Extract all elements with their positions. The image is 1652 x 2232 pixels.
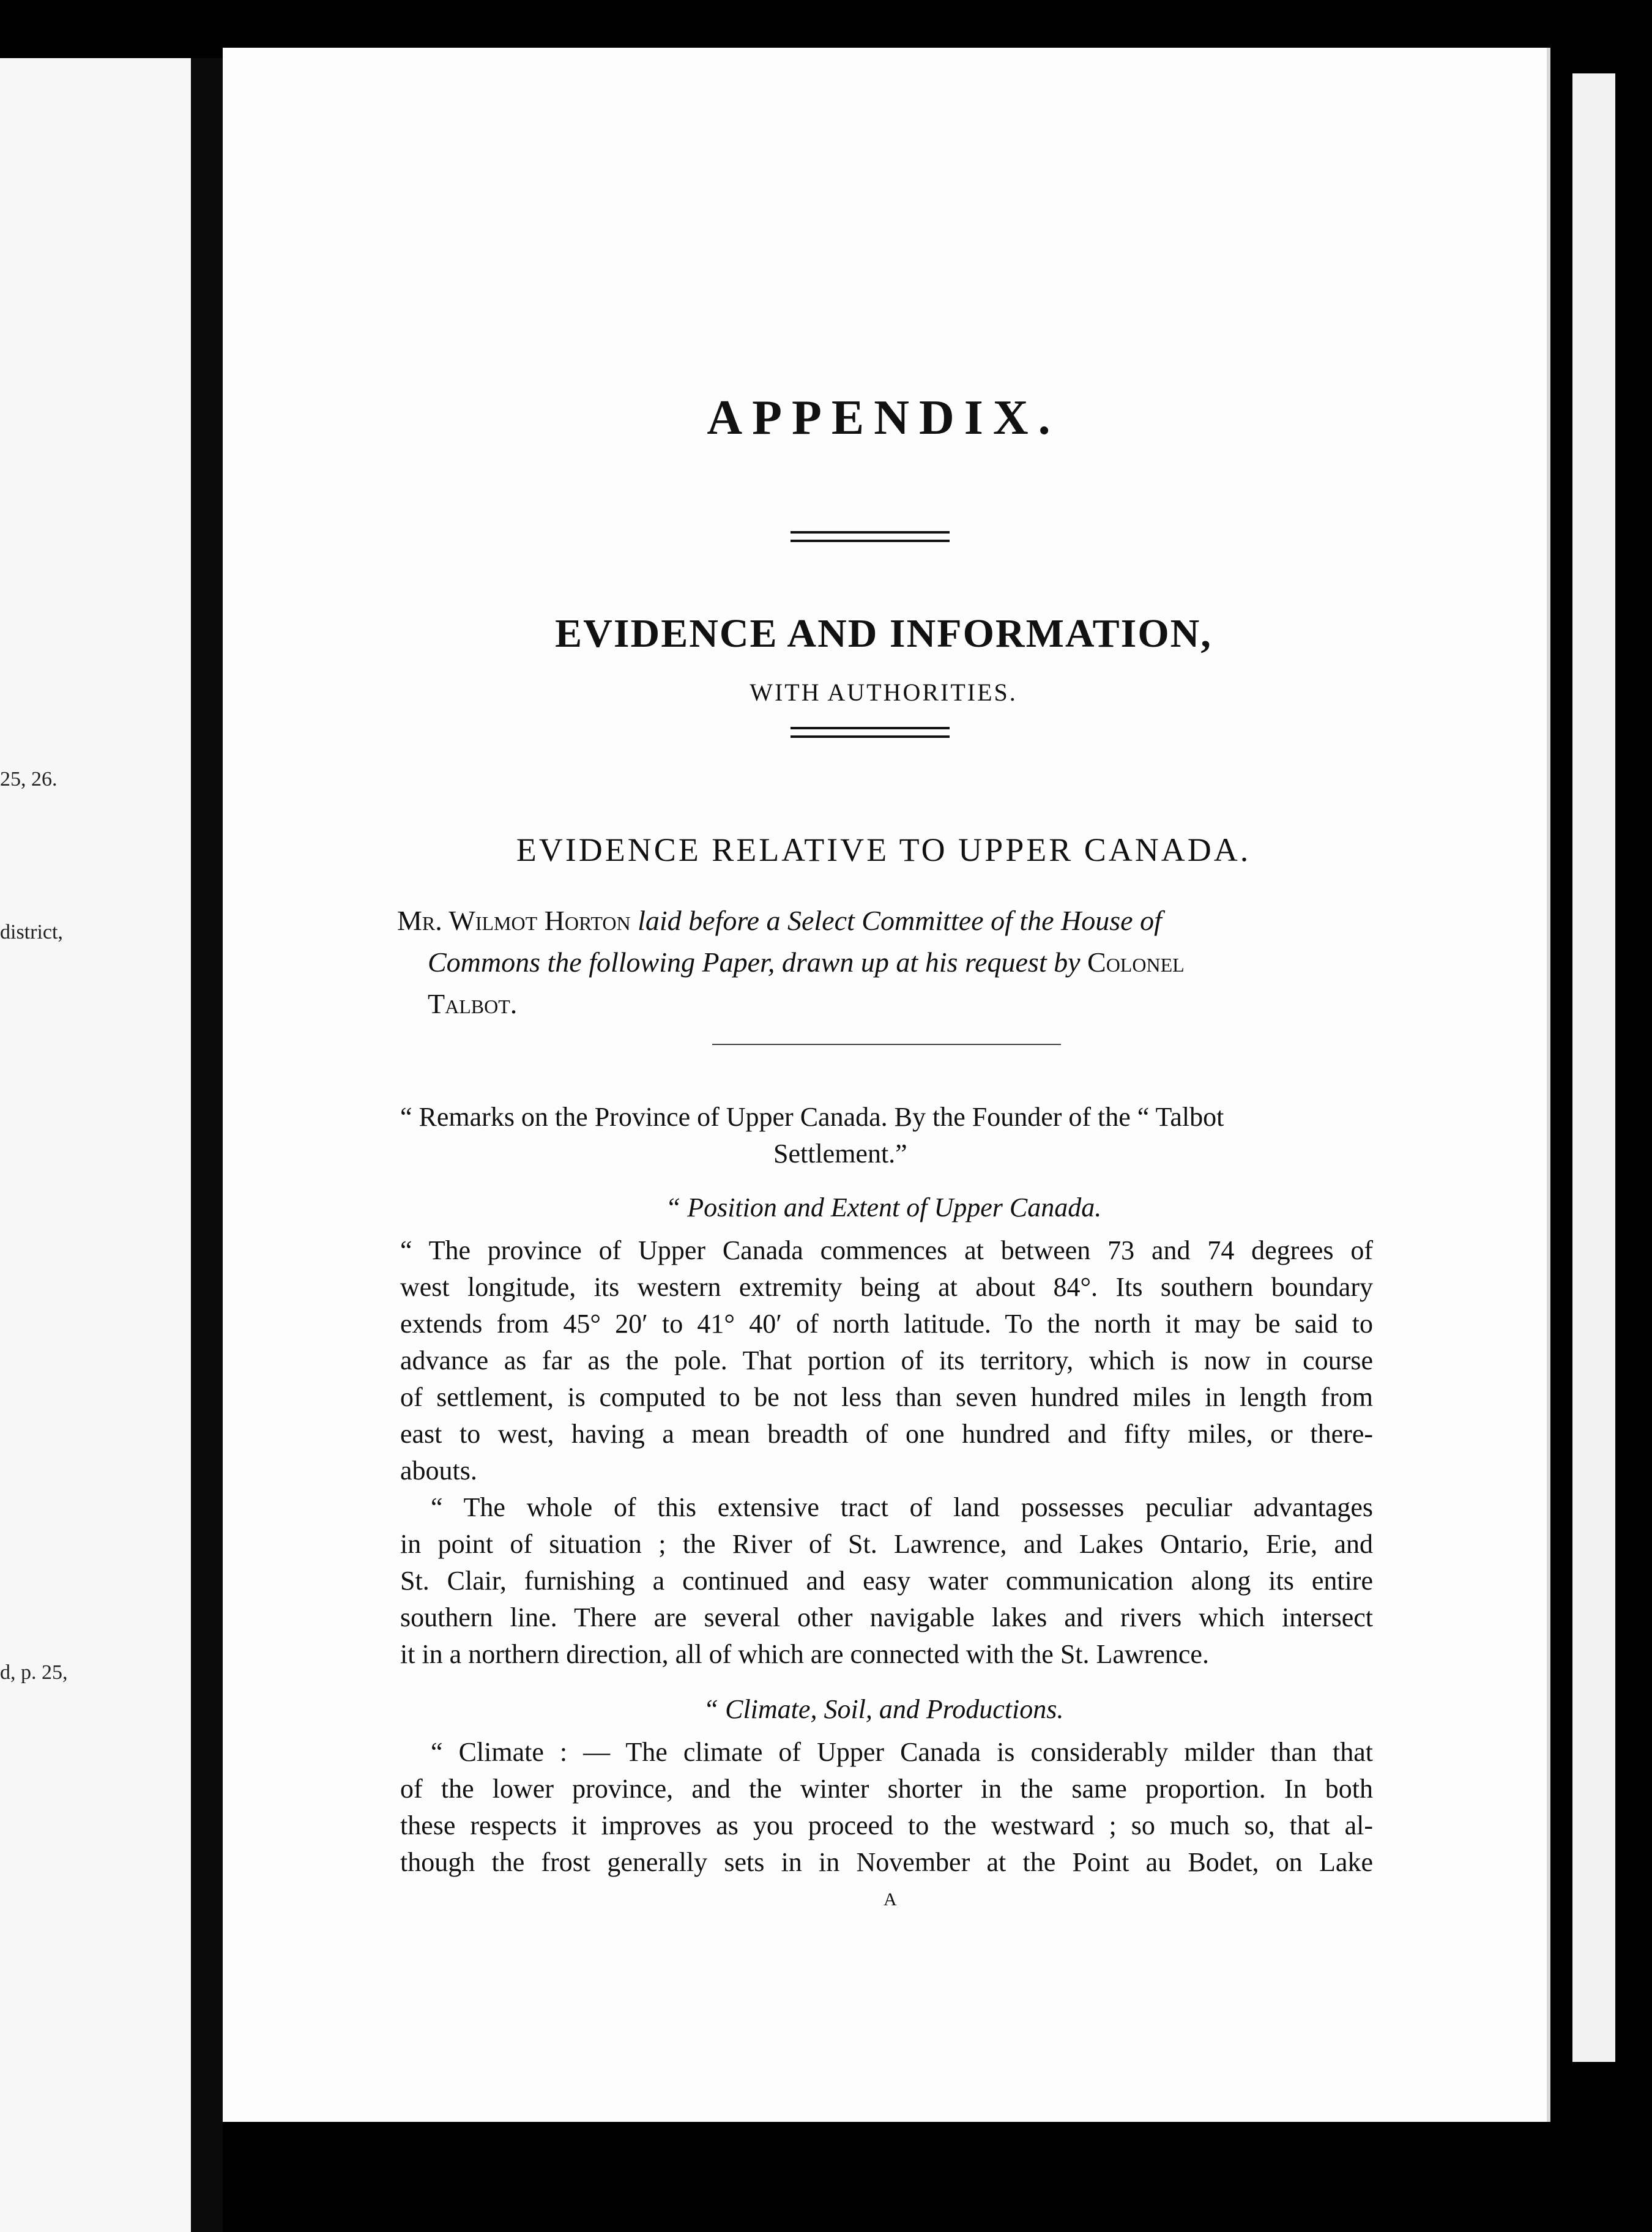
section-heading: EVIDENCE AND INFORMATION, (555, 611, 1212, 656)
sub-section-heading: EVIDENCE RELATIVE TO UPPER CANADA. (516, 831, 1251, 868)
paragraph-line: “ Climate : — The climate of Upper Canada is considerably milder than that (431, 1737, 1373, 1767)
double-rule (791, 727, 950, 738)
paragraph-line: abouts. (400, 1456, 477, 1486)
paragraph-line: it in a northern direction, all of which are connected with the St. Lawrence. (400, 1639, 1209, 1669)
paragraph-line: advance as far as the pole. That portion of its territory, which is now in course (400, 1345, 1373, 1375)
person-name: Mr. Wilmot Horton (397, 905, 631, 936)
margin-note: d, p. 25, (0, 1661, 68, 1684)
paragraph-line: in point of situation ; the River of St. Lawrence, and Lakes Ontario, Erie, and (400, 1529, 1373, 1559)
paragraph-line: extends from 45° 20′ to 41° 40′ of north latitude. To the north it may be said to (400, 1309, 1373, 1339)
paragraph-line: these respects it improves as you proceed to the westward ; so much so, that al- (400, 1810, 1373, 1840)
document-page (223, 48, 1550, 2122)
section-subheading: WITH AUTHORITIES. (750, 679, 1018, 706)
paragraph-line: “ The province of Upper Canada commences at between 73 and 74 degrees of (400, 1235, 1373, 1265)
paragraph-line: west longitude, its western extremity being at about 84°. Its southern boundary (400, 1272, 1373, 1302)
appendix-heading: APPENDIX. (707, 391, 1060, 445)
double-rule (791, 531, 950, 542)
paragraph-line: “ The whole of this extensive tract of land possesses peculiar advantages (431, 1492, 1373, 1522)
signature-mark: A (884, 1889, 897, 1910)
book-gutter (191, 58, 223, 2232)
page-stack-edge (1572, 73, 1615, 2062)
paragraph-line: of settlement, is computed to be not less than seven hundred miles in length from (400, 1382, 1373, 1412)
intro-line-3 (428, 988, 517, 1020)
intro-line-2 (428, 946, 1185, 978)
position-heading: “ Position and Extent of Upper Canada. (665, 1192, 1102, 1222)
paragraph-line: southern line. There are several other navigable lakes and rivers which intersect (400, 1602, 1373, 1632)
paragraph-line: though the frost generally sets in in November at the Point au Bodet, on Lake (400, 1847, 1373, 1877)
paragraph-line: east to west, having a mean breadth of one hundred and fifty miles, or there- (400, 1419, 1373, 1449)
previous-page-fragment (0, 58, 191, 2232)
intro-text: Commons the following Paper, drawn up at his request by (428, 947, 1081, 978)
intro-text: laid before a Select Committee of the House of (638, 905, 1162, 936)
person-name: Colonel (1087, 947, 1185, 978)
margin-note: district, (0, 921, 63, 943)
person-name: Talbot. (428, 988, 518, 1019)
climate-heading: “ Climate, Soil, and Productions. (703, 1694, 1064, 1724)
intro-line-1 (397, 904, 1162, 937)
margin-note: 25, 26. (0, 768, 58, 790)
remarks-line-1: “ Remarks on the Province of Upper Canada. By the Founder of the “ Talbot (400, 1102, 1224, 1132)
paragraph-line: of the lower province, and the winter shorter in the same proportion. In both (400, 1774, 1373, 1804)
thin-rule (712, 1044, 1061, 1045)
paragraph-line: St. Clair, furnishing a continued and easy water communication along its entire (400, 1566, 1373, 1596)
remarks-line-2: Settlement.” (773, 1139, 907, 1169)
